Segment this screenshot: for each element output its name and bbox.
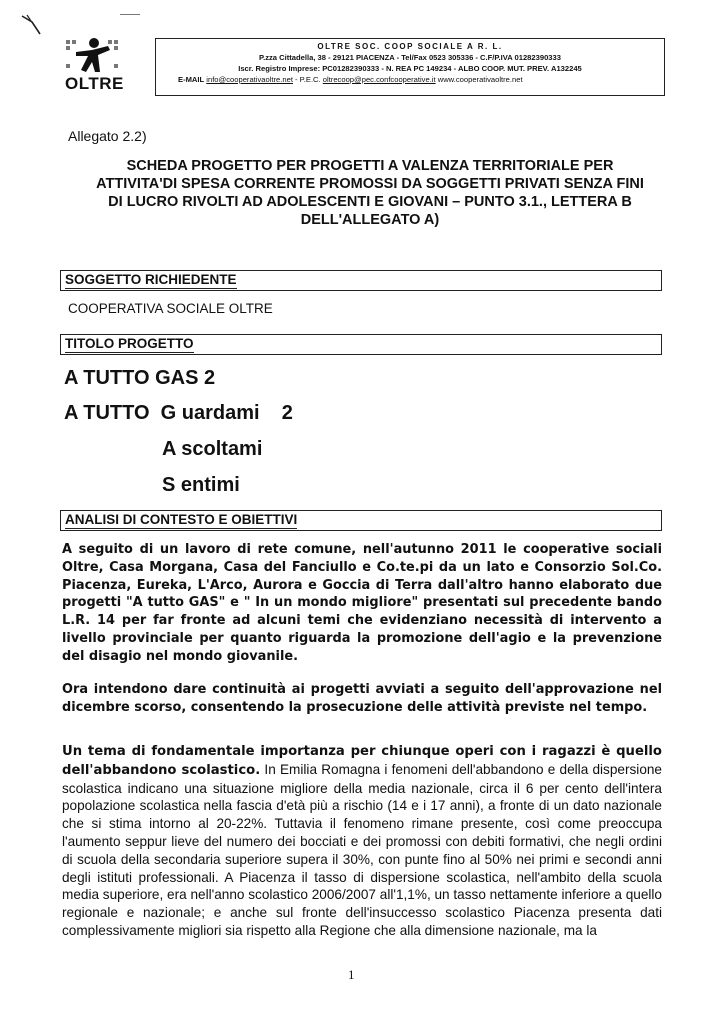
soggetto-value: COOPERATIVA SOCIALE OLTRE xyxy=(68,301,273,316)
company-name: OLTRE SOC. COOP SOCIALE A R. L. xyxy=(317,42,503,51)
paragraph-intro: A seguito di un lavoro di rete comune, nell'autunno 2011 le cooperative sociali Oltre, Casa Morgana, Casa del Fanciullo e Co.te.pi da un lato e Consorzio Sol.Co. Piacenza, Eureka, L'Arco, Aurora e Goccia di Terra dall'altro hanno elaborato due progetti "A tutto GAS" e " In un mondo migliore" presentati sul precedente bando L.R. 14 per far fronte ad alcuni temi che evidenziano necessità di intervento a livello provinciale per quanto riguarda la promozione dell'agio e la prevenzione del disagio nel mondo giovanile. xyxy=(62,542,662,664)
email-label: E-MAIL xyxy=(178,75,205,84)
paragraph-abbandono xyxy=(62,742,662,940)
section-analisi-label: ANALISI DI CONTESTO E OBIETTIVI xyxy=(65,512,298,527)
section-analisi xyxy=(60,510,662,531)
project-title-line1: A TUTTO GAS 2 xyxy=(64,367,216,389)
project-title-line3: A scoltami xyxy=(162,438,263,460)
paragraph-abbandono-body: In Emilia Romagna i fenomeni dell'abbandono e della dispersione scolastica indicano una situazione migliore della media nazionale, circa il 6 per cento dell'intera popolazione scolastica nella fascia d'età più a rischio (14 e i 17 anni), a fronte di un dato nazionale che si stima intorno al 20-22%. Tuttavia il fenomeno rimane presente, così come preoccupa l'aumento seppur lieve del numero dei bocciati e dei promossi con debiti formativi, che negli ordini di scuola della secondaria superiore supera il 30%, con punte fino al 50% nei primi e secondi anni degli istituti professionali. A Piacenza il tasso di dispersione scolastica, nell'ambito della scuola media superiore, era nell'anno scolastico 2006/2007 all'1,1%, un tasso nettamente inferiore a quello regionale e nazionale; e anche sul fronte dell'insuccesso scolastico Piacenza presenta dati complessivamente migliori sia rispetto alla Regione che alla dimensione nazionale, ma la xyxy=(62,761,662,938)
logo-text: OLTRE xyxy=(65,74,124,93)
project-title-line2: A TUTTO G uardami 2 xyxy=(64,402,293,424)
company-address: P.zza Cittadella, 38 - 29121 PIACENZA - Tel/Fax 0523 305336 - C.F/P.IVA 01282390333 xyxy=(259,53,561,62)
stray-pen-mark xyxy=(20,12,50,42)
paragraph-abbandono-lead: Un tema di fondamentale importanza per chiunque operi con i ragazzi è quello dell'abbandono scolastico. xyxy=(62,744,662,778)
document-title: SCHEDA PROGETTO PER PROGETTI A VALENZA TERRITORIALE PER ATTIVITA'DI SPESA CORRENTE PROMOSSI DA SOGGETTI PRIVATI SENZA FINI DI LUCRO RIVOLTI AD ADOLESCENTI E GIOVANI – PUNTO 3.1., LETTERA B DELL'ALLEGATO A) xyxy=(96,158,644,228)
paragraph-continuity: Ora intendono dare continuità ai progetti avviati a seguito dell'approvazione nel dicembre scorso, consentendo la prosecuzione delle attività previste nel tempo. xyxy=(62,682,662,715)
email-link[interactable]: info@cooperativaoltre.net xyxy=(206,75,293,84)
stray-dash xyxy=(120,14,140,15)
company-registry: Iscr. Registro Imprese: PC01282390333 - N. REA PC 149234 - ALBO COOP. MUT. PREV. A132245 xyxy=(238,64,582,73)
section-titolo-label: TITOLO PROGETTO xyxy=(65,336,194,351)
letterhead-box xyxy=(155,38,665,96)
oltre-figure-icon xyxy=(62,34,122,76)
pec-label: - P.E.C. xyxy=(292,75,321,84)
section-soggetto xyxy=(60,270,662,291)
section-titolo xyxy=(60,334,662,355)
section-soggetto-label: SOGGETTO RICHIEDENTE xyxy=(65,272,237,287)
project-title-line4: S entimi xyxy=(162,474,240,496)
website-link[interactable]: www.cooperativaoltre.net xyxy=(435,75,523,84)
page-number: 1 xyxy=(348,967,355,982)
oltre-logo xyxy=(62,34,124,94)
pec-link[interactable]: oltrecoop@pec.confcooperative.it xyxy=(322,75,436,84)
allegato-label: Allegato 2.2) xyxy=(68,128,147,144)
company-contacts xyxy=(156,74,664,85)
